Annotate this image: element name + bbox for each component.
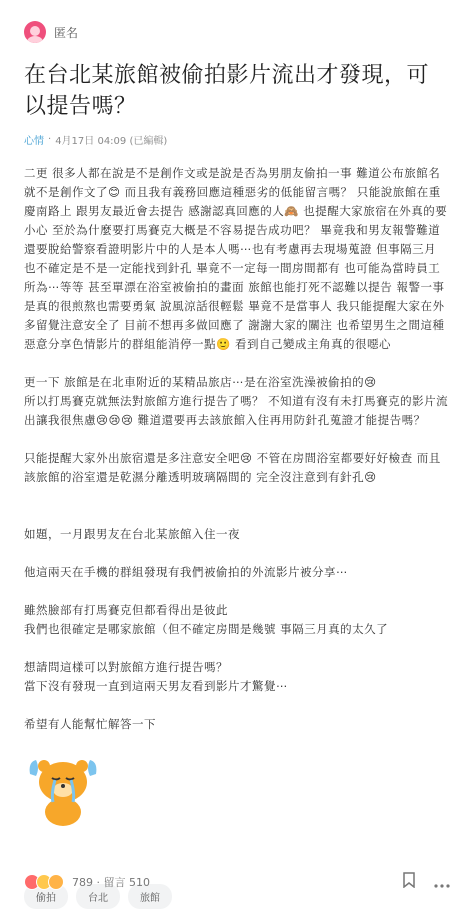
cry-face-icon <box>48 874 64 890</box>
bookmark-icon[interactable] <box>402 872 416 892</box>
comment-count[interactable]: 留言 510 <box>103 876 150 889</box>
paragraph: 想請問這樣可以對旅館方進行提告嗎？ <box>24 660 228 674</box>
board-link[interactable]: 心情 <box>24 135 44 147</box>
paragraph: 更一下 旅館是在北車附近的某精品旅店⋯是在浴室洗澡被偷拍的😢 <box>24 375 377 389</box>
paragraph: 如題，一月跟男友在台北某旅館入住一夜 <box>24 527 240 541</box>
post-date: 4月17日 04:09 (已編輯) <box>55 135 168 147</box>
paragraph: 當下沒有發現一直到這兩天男友看到影片才驚覺⋯ <box>24 679 288 693</box>
paragraph: 希望有人能幫忙解答一下 <box>24 717 156 731</box>
reaction-count[interactable]: 789 <box>72 876 93 889</box>
crying-bear-sticker-icon <box>26 752 100 826</box>
tag[interactable]: 旅館 <box>128 884 172 909</box>
post-content <box>24 164 450 734</box>
more-icon[interactable] <box>434 873 450 892</box>
meta-separator: · <box>48 133 52 145</box>
tag[interactable]: 偷拍 <box>24 884 68 909</box>
paragraph: 我們也很確定是哪家旅館（但不確定房間是幾號 事隔三月真的太久了 <box>24 622 389 636</box>
reaction-emojis[interactable] <box>24 874 60 890</box>
tag[interactable]: 台北 <box>76 884 120 909</box>
paragraph: 只能提醒大家外出旅宿還是多注意安全吧😢 不管在房間浴室都要好好檢查 而且該旅館的浴室還是乾濕分離透明玻璃隔間的 完全沒注意到有針孔😢 <box>24 451 441 484</box>
post-stats <box>72 874 150 890</box>
author-row <box>24 0 450 60</box>
paragraph: 二更 很多人都在說是不是創作文或是說是否為男朋友偷拍一事 難道公布旅館名就不是創作文了😊 而且我有義務回應這種惡劣的低能留言嗎？ 只能說旅館在重慶南路上 跟男友最近會去提告 感謝認真回應的人🙈 也提醒大家旅宿在外真的要小心 至於為什麼要打馬賽克大概是不容易提告成功吧？ 畢竟我和男友報警難道還要脫給警察看證明影片中的人是本人嗎⋯也有考慮再去現場蒐證 但事隔三月 也不確定是不是一定能找到針孔 畢竟不一定每一間房間都有 也可能為當時員工所為⋯等等 甚至單漂在浴室被偷拍的畫面 旅館也能打死不認難以提告 報警一事是真的很煎熬也需要勇氣 說風涼話很輕鬆 畢竟不是當事人 我只能提醒大家在外多留覺注意安全了 目前不想再多做回應了 謝謝大家的關注 也希望男生之間這種惡意分享色情影片的群組能消停一點🙂 看到自己變成主角真的很噁心 <box>24 166 448 351</box>
paragraph: 所以打馬賽克就無法對旅館方進行提告了嗎？ 不知道有沒有未打馬賽克的影片流出讓我很焦慮😢😢😢 難道還要再去該旅館入住再用防針孔蒐證才能提告嗎？ <box>24 394 449 427</box>
paragraph: 他這兩天在手機的群組發現有我們被偷拍的外流影片被分享⋯ <box>24 565 348 579</box>
post-title: 在台北某旅館被偷拍影片流出才發現，可以提告嗎？ <box>24 63 430 119</box>
author-name: 匿名 <box>54 25 79 40</box>
avatar[interactable] <box>24 21 46 43</box>
stats-separator: · <box>96 876 100 889</box>
paragraph: 雖然臉部有打馬賽克但都看得出是彼此 <box>24 603 228 617</box>
post-footer <box>24 870 450 894</box>
post-meta <box>24 132 450 146</box>
